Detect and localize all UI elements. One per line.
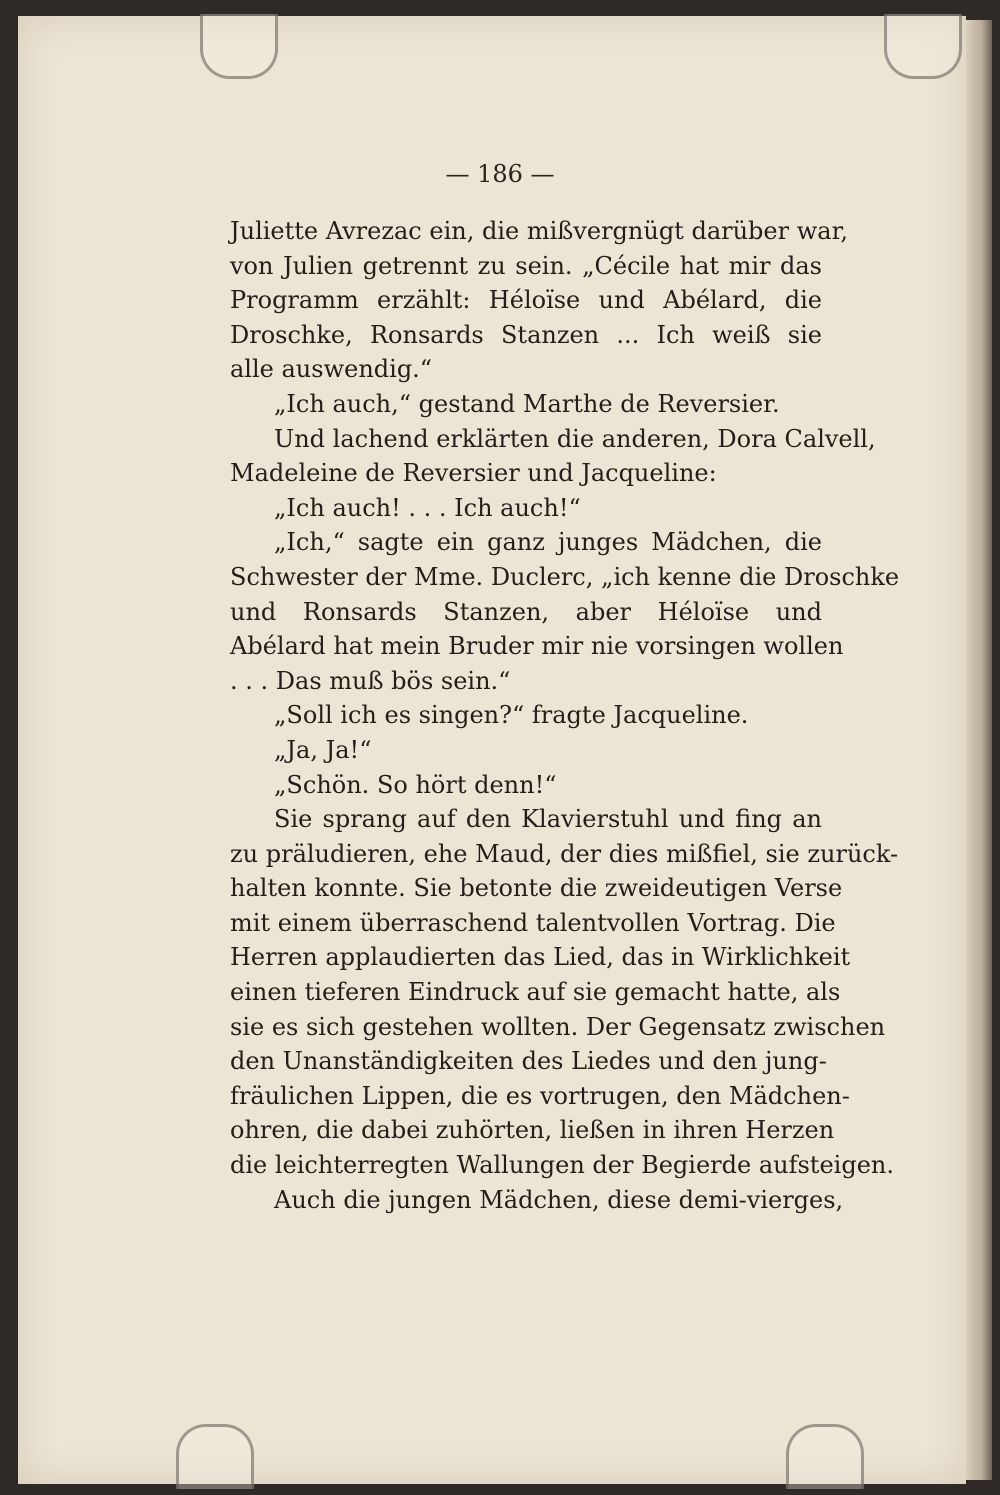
- text-line: Herren applaudierten das Lied, das in Wirklichkeit: [230, 943, 851, 972]
- text-line: „Ich auch! . . . Ich auch!“: [274, 493, 581, 522]
- text-line: den Unanständigkeiten des Liedes und den jung-: [230, 1047, 827, 1076]
- text-line: „Soll ich es singen?“ fragte Jacqueline.: [274, 701, 749, 730]
- text-line: Auch die jungen Mädchen, diese demi-vierges,: [274, 1185, 844, 1214]
- clip-bottom-left: [176, 1424, 254, 1489]
- text-line: Sie sprang auf den Klavierstuhl und fing an: [274, 805, 822, 834]
- text-line: alle auswendig.“: [230, 355, 433, 384]
- text-line: mit einem überraschend talentvollen Vortrag. Die: [230, 908, 836, 937]
- text-line: ohren, die dabei zuhörten, ließen in ihren Herzen: [230, 1116, 835, 1145]
- text-line: „Schön. So hört denn!“: [274, 770, 557, 799]
- text-line: Abélard hat mein Bruder mir nie vorsingen wollen: [230, 632, 844, 661]
- text-line: und Ronsards Stanzen, aber Héloïse und: [230, 597, 822, 626]
- text-line: Schwester der Mme. Duclerc, „ich kenne die Droschke: [230, 562, 900, 591]
- text-line: „Ich auch,“ gestand Marthe de Reversier.: [274, 389, 780, 418]
- page-number: — 186 —: [445, 160, 555, 188]
- text-line: halten konnte. Sie betonte die zweideutigen Verse: [230, 874, 843, 903]
- body-text: [230, 214, 900, 1217]
- text-line: die leichterregten Wallungen der Begierde aufsteigen.: [230, 1151, 894, 1180]
- clip-top-right: [884, 14, 962, 79]
- text-line: . . . Das muß bös sein.“: [230, 666, 511, 695]
- text-line: Droschke, Ronsards Stanzen ... Ich weiß sie: [230, 320, 822, 349]
- text-line: Madeleine de Reversier und Jacqueline:: [230, 459, 717, 488]
- text-line: Programm erzählt: Héloïse und Abélard, die: [230, 286, 822, 315]
- text-line: einen tieferen Eindruck auf sie gemacht hatte, als: [230, 978, 841, 1007]
- page-edge: [966, 20, 992, 1480]
- clip-top-left: [200, 14, 278, 79]
- text-line: zu präludieren, ehe Maud, der dies mißfiel, sie zurück-: [230, 839, 899, 868]
- text-line: von Julien getrennt zu sein. „Cécile hat mir das: [230, 251, 822, 280]
- text-line: Und lachend erklärten die anderen, Dora Calvell,: [274, 424, 876, 453]
- text-line: fräulichen Lippen, die es vortrugen, den Mädchen-: [230, 1081, 850, 1110]
- text-line: „Ich,“ sagte ein ganz junges Mädchen, die: [274, 528, 822, 557]
- clip-bottom-right: [786, 1424, 864, 1489]
- text-line: Juliette Avrezac ein, die mißvergnügt darüber war,: [230, 217, 849, 245]
- text-line: „Ja, Ja!“: [274, 735, 372, 764]
- text-line: sie es sich gestehen wollten. Der Gegensatz zwischen: [230, 1012, 886, 1041]
